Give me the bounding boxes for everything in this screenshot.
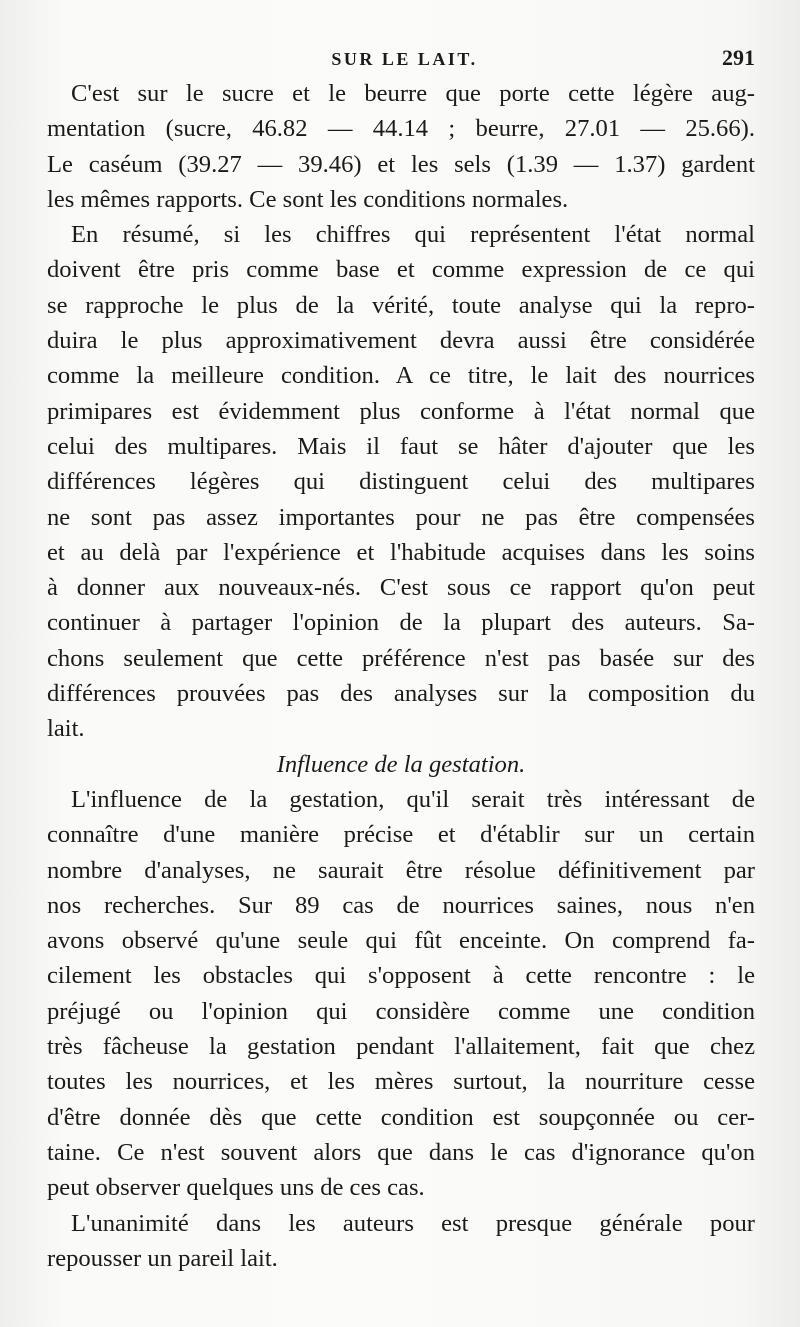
text-line: et au delà par l'expérience et l'habitude acquises dans les soins	[47, 538, 755, 566]
page-text	[47, 40, 755, 1276]
text-line: les mêmes rapports. Ce sont les conditions normales.	[47, 185, 569, 213]
text-line: duira le plus approximativement devra aussi être considérée	[47, 327, 755, 355]
text-line: différences légères qui distinguent celui des multipares	[47, 468, 755, 496]
paragraph-composition	[47, 76, 755, 217]
text-line: peut observer quelques uns de ces cas.	[47, 1174, 425, 1202]
text-line: avons observé qu'une seule qui fût enceinte. On comprend fa-	[47, 927, 755, 955]
text-line: mentation (sucre, 46.82 — 44.14 ; beurre, 27.01 — 25.66).	[47, 115, 755, 143]
text-line: nombre d'analyses, ne saurait être résolue définitivement par	[47, 856, 755, 884]
text-line: ne sont pas assez importantes pour ne pas être compensées	[47, 503, 755, 531]
text-line: comme la meilleure condition. A ce titre, le lait des nourrices	[47, 362, 755, 390]
text-line: primipares est évidemment plus conforme à l'état normal que	[47, 397, 755, 425]
paragraph-summary	[47, 217, 755, 746]
text-line: différences prouvées pas des analyses sur la composition du	[47, 680, 755, 708]
text-line: cilement les obstacles qui s'opposent à cette rencontre : le	[47, 962, 755, 990]
text-line: L'unanimité dans les auteurs est presque générale pour	[71, 1209, 755, 1237]
text-line: d'être donnée dès que cette condition est soupçonnée ou cer-	[47, 1103, 755, 1131]
running-header	[47, 40, 755, 76]
text-line: chons seulement que cette préférence n'est pas basée sur des	[47, 644, 755, 672]
section-heading: Influence de la gestation.	[276, 750, 526, 778]
text-line: nos recherches. Sur 89 cas de nourrices saines, nous n'en	[47, 891, 755, 919]
text-line: se rapproche le plus de la vérité, toute analyse qui la repro-	[47, 291, 755, 319]
text-line: toutes les nourrices, et les mères surtout, la nourriture cesse	[47, 1068, 755, 1096]
text-line: continuer à partager l'opinion de la plupart des auteurs. Sa-	[47, 609, 755, 637]
text-line: C'est sur le sucre et le beurre que porte cette légère aug-	[71, 80, 755, 107]
paragraph-gestation	[47, 782, 755, 1206]
text-line: connaître d'une manière précise et d'établir sur un certain	[47, 821, 755, 849]
text-line: L'influence de la gestation, qu'il serait très intéressant de	[71, 785, 755, 813]
text-line: Le caséum (39.27 — 39.46) et les sels (1.39 — 1.37) gardent	[47, 150, 755, 178]
text-line: En résumé, si les chiffres qui représentent l'état normal	[71, 221, 755, 249]
text-line: préjugé ou l'opinion qui considère comme une condition	[47, 997, 755, 1025]
paragraph-unanimity	[47, 1206, 755, 1277]
text-line: très fâcheuse la gestation pendant l'allaitement, fait que chez	[47, 1033, 755, 1061]
text-line: à donner aux nouveaux-nés. C'est sous ce rapport qu'on peut	[47, 574, 755, 602]
text-line: lait.	[47, 715, 85, 743]
running-title: SUR LE LAIT.	[331, 49, 478, 69]
text-line: celui des multipares. Mais il faut se hâter d'ajouter que les	[47, 432, 755, 460]
text-line: doivent être pris comme base et comme expression de ce qui	[47, 256, 755, 284]
text-line: repousser un pareil lait.	[47, 1244, 278, 1272]
text-line: taine. Ce n'est souvent alors que dans le cas d'ignorance qu'on	[47, 1138, 755, 1166]
page-number: 291	[722, 45, 755, 70]
